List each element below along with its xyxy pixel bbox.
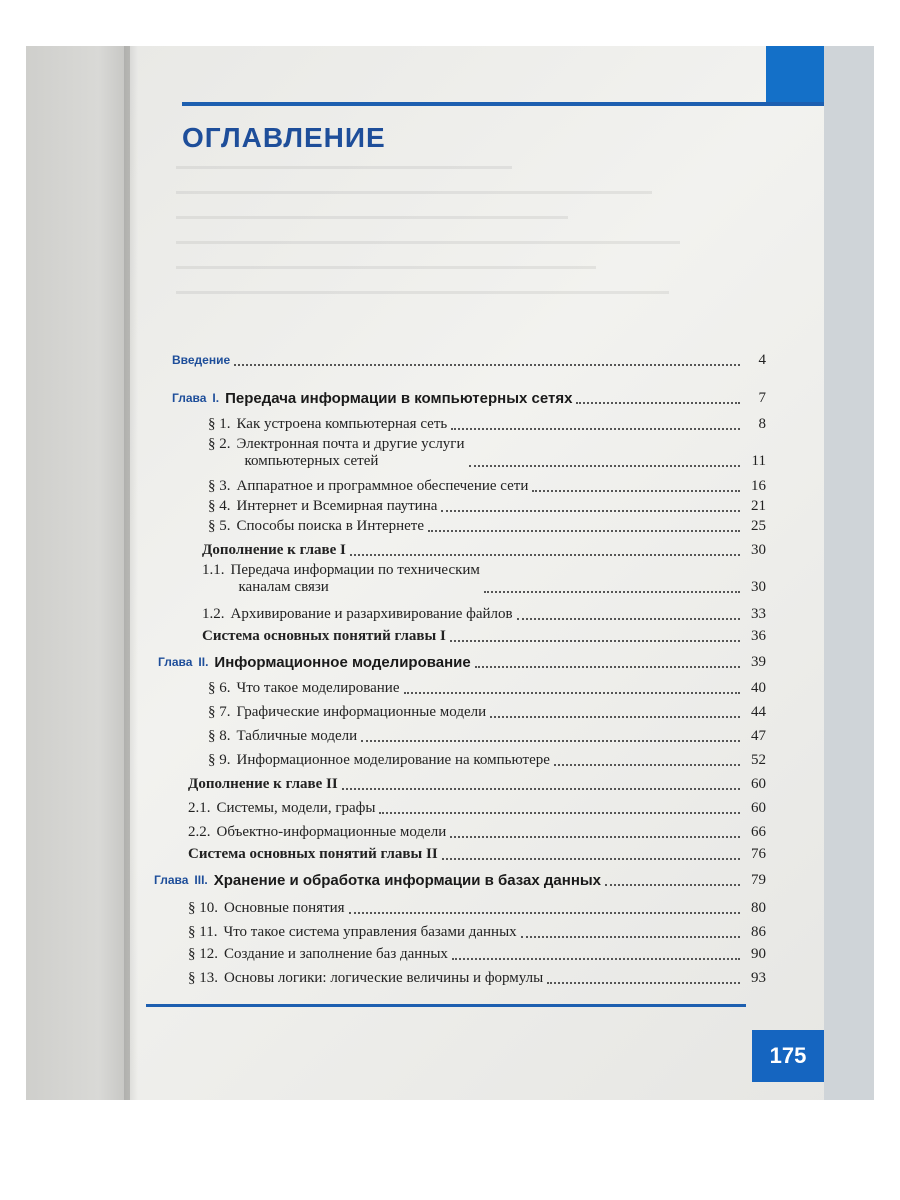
- toc-summary-1: [202, 628, 766, 645]
- toc-entry-page: 52: [751, 752, 766, 768]
- toc-entry-title: Электронная почта и другие услуги: [236, 436, 465, 452]
- toc-entry-page: 7: [758, 390, 766, 406]
- toc-entry-page: 4: [758, 352, 766, 368]
- toc-appendix-2: [188, 776, 766, 793]
- leader-dots: [484, 590, 740, 593]
- leader-dots: [475, 665, 740, 668]
- toc-entry-page: 40: [751, 680, 766, 696]
- toc-subsection-1-1: [202, 562, 766, 596]
- toc-entry-title: Создание и заполнение баз данных: [224, 946, 448, 962]
- chapter-number: II.: [198, 655, 209, 669]
- toc-entry-title: Табличные модели: [236, 728, 358, 744]
- leader-dots: [361, 739, 740, 742]
- toc-entry-title: Интернет и Всемирная паутина: [236, 498, 438, 514]
- chapter-prefix: Глава: [154, 873, 189, 887]
- toc-entry-page: 47: [751, 728, 766, 744]
- toc-subsection-1-2: [202, 606, 766, 623]
- toc-entry-title: Система основных понятий главы II: [188, 846, 438, 862]
- toc-entry-title: Введение: [172, 353, 231, 367]
- leader-dots: [404, 691, 741, 694]
- toc-entry-number: 1.1.: [202, 562, 225, 578]
- toc-section-3: [208, 478, 766, 495]
- leader-dots: [450, 835, 740, 838]
- toc-entry-page: 33: [751, 606, 766, 622]
- toc-entry-page: 86: [751, 924, 766, 940]
- toc-entry-title: Системы, модели, графы: [216, 800, 376, 816]
- leader-dots: [532, 489, 740, 492]
- leader-dots: [442, 857, 740, 860]
- toc-section-12: [188, 946, 766, 963]
- toc-entry-intro: [172, 352, 766, 369]
- toc-entry-title: Передача информации по техническим: [230, 562, 480, 578]
- toc-section-4: [208, 498, 766, 515]
- toc-entry-number: § 6.: [208, 680, 231, 696]
- toc-entry-title: Аппаратное и программное обеспечение сети: [236, 478, 529, 494]
- toc-chapter-1: [172, 390, 766, 407]
- toc-section-5: [208, 518, 766, 535]
- toc-entry-title: Информационное моделирование: [214, 654, 471, 671]
- toc-entry-title: Передача информации в компьютерных сетях: [225, 390, 573, 407]
- toc-entry-number: § 1.: [208, 416, 231, 432]
- toc-entry-number: § 9.: [208, 752, 231, 768]
- toc-entry-number: § 3.: [208, 478, 231, 494]
- toc-section-1: [208, 416, 766, 433]
- toc-entry-number: 1.2.: [202, 606, 225, 622]
- toc-section-10: [188, 900, 766, 917]
- toc-entry-number: 2.1.: [188, 800, 211, 816]
- toc-chapter-3: [154, 872, 766, 889]
- page-number: 175: [769, 1043, 807, 1068]
- leader-dots: [428, 529, 740, 532]
- toc-entry-page: 76: [751, 846, 766, 862]
- toc-summary-2: [188, 846, 766, 863]
- toc-entry-number: § 8.: [208, 728, 231, 744]
- toc-section-9: [208, 752, 766, 769]
- page-title: ОГЛАВЛЕНИЕ: [182, 122, 386, 153]
- toc-entry-page: 39: [751, 654, 766, 670]
- leader-dots: [576, 401, 740, 404]
- toc-entry-title: Хранение и обработка информации в базах данных: [213, 872, 602, 889]
- toc-entry-title: Что такое система управления базами данных: [223, 924, 517, 940]
- toc-entry-title: Способы поиска в Интернете: [236, 518, 425, 534]
- leader-dots: [379, 811, 740, 814]
- leader-dots: [490, 715, 740, 718]
- toc-entry-number: § 13.: [188, 970, 218, 986]
- toc-entry-title: Основные понятия: [224, 900, 345, 916]
- toc-entry-title: Что такое моделирование: [236, 680, 400, 696]
- toc-entry-title-line2: каналам связи: [238, 579, 329, 595]
- toc-entry-title: Система основных понятий главы I: [202, 628, 446, 644]
- toc-entry-title: Графические информационные модели: [236, 704, 487, 720]
- toc-chapter-2: [158, 654, 766, 671]
- leader-dots: [605, 883, 740, 886]
- leader-dots: [452, 957, 740, 960]
- toc-entry-page: 44: [751, 704, 766, 720]
- toc-entry-page: 60: [751, 800, 766, 816]
- toc-entry-page: 36: [751, 628, 766, 644]
- toc-entry-page: 16: [751, 478, 766, 494]
- toc-appendix-1: [202, 542, 766, 559]
- toc-entry-title: Дополнение к главе I: [202, 542, 346, 558]
- toc-entry-title-line2: компьютерных сетей: [244, 453, 379, 469]
- leader-dots: [350, 553, 740, 556]
- leader-dots: [517, 617, 740, 620]
- toc-section-13: [188, 970, 766, 987]
- toc-entry-page: 66: [751, 824, 766, 840]
- leader-dots: [342, 787, 740, 790]
- leader-dots: [521, 935, 740, 938]
- toc-section-6: [208, 680, 766, 697]
- toc-entry-number: § 7.: [208, 704, 231, 720]
- toc-entry-number: 2.2.: [188, 824, 211, 840]
- toc-entry-page: 30: [751, 579, 766, 595]
- toc-entry-page: 11: [751, 453, 766, 469]
- toc-section-8: [208, 728, 766, 745]
- toc-entry-page: 79: [751, 872, 766, 888]
- leader-dots: [234, 363, 740, 366]
- toc-entry-page: 80: [751, 900, 766, 916]
- leader-dots: [441, 509, 740, 512]
- toc-entry-title: Основы логики: логические величины и формулы: [224, 970, 544, 986]
- chapter-number: III.: [194, 873, 208, 887]
- toc-entry-title: Дополнение к главе II: [188, 776, 338, 792]
- toc-entry-number: § 12.: [188, 946, 218, 962]
- toc-section-11: [188, 924, 766, 941]
- page-number-box: [752, 1030, 824, 1082]
- toc-entry-page: 90: [751, 946, 766, 962]
- toc-entry-page: 93: [751, 970, 766, 986]
- toc-entry-page: 21: [751, 498, 766, 514]
- leader-dots: [450, 639, 740, 642]
- toc-subsection-2-1: [188, 800, 766, 817]
- bottom-rule: [146, 1004, 746, 1007]
- toc-subsection-2-2: [188, 824, 766, 841]
- chapter-prefix: Глава: [172, 391, 207, 405]
- chapter-prefix: Глава: [158, 655, 193, 669]
- toc-section-2: [208, 436, 766, 470]
- toc-entry-title: Информационное моделирование на компьютере: [236, 752, 550, 768]
- toc-entry-number: § 5.: [208, 518, 231, 534]
- toc-entry-page: 60: [751, 776, 766, 792]
- book-photo: [26, 46, 874, 1100]
- toc-entry-page: 8: [758, 416, 766, 432]
- table-of-contents: [26, 46, 874, 1100]
- leader-dots: [547, 981, 740, 984]
- toc-entry-page: 25: [751, 518, 766, 534]
- leader-dots: [349, 911, 740, 914]
- toc-entry-page: 30: [751, 542, 766, 558]
- toc-entry-title: Архивирование и разархивирование файлов: [230, 606, 513, 622]
- toc-entry-number: § 4.: [208, 498, 231, 514]
- toc-entry-number: § 11.: [188, 924, 218, 940]
- chapter-number: I.: [212, 391, 220, 405]
- leader-dots: [451, 427, 740, 430]
- toc-entry-title: Как устроена компьютерная сеть: [236, 416, 448, 432]
- toc-entry-number: § 2.: [208, 436, 231, 452]
- leader-dots: [554, 763, 740, 766]
- toc-entry-title: Объектно-информационные модели: [216, 824, 447, 840]
- leader-dots: [469, 464, 741, 467]
- toc-entry-number: § 10.: [188, 900, 218, 916]
- toc-section-7: [208, 704, 766, 721]
